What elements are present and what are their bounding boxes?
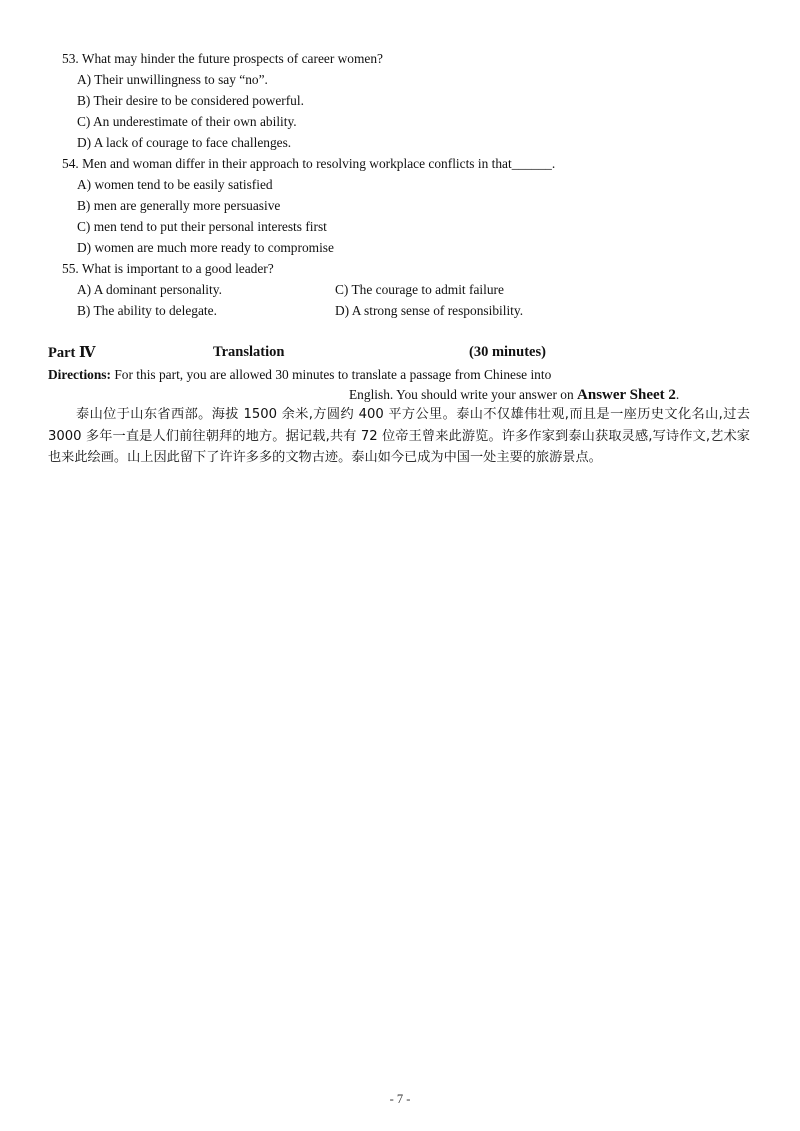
question-53-option-b: B) Their desire to be considered powerful. — [77, 93, 304, 108]
part-time: (30 minutes) — [469, 344, 546, 360]
question-55-stem: 55. What is important to a good leader? — [62, 261, 274, 276]
question-54-option-b: B) men are generally more persuasive — [77, 198, 281, 213]
answer-sheet-label: Answer Sheet 2 — [577, 387, 676, 403]
question-55-option-c: C) The courage to admit failure — [335, 282, 504, 297]
question-55-option-a: A) A dominant personality. — [77, 282, 222, 297]
directions-text-1: For this part, you are allowed 30 minutes to translate a passage from Chinese into — [110, 367, 552, 382]
question-55-option-b: B) The ability to delegate. — [77, 303, 217, 318]
question-54-stem: 54. Men and woman differ in their approach to resolving workplace conflicts in that______. — [62, 156, 556, 171]
part-heading — [48, 344, 608, 364]
part-number: Part Ⅳ — [48, 345, 96, 361]
directions-line-2 — [349, 386, 679, 404]
translation-passage: 泰山位于山东省西部。海拔 1500 余米,方圆约 400 平方公里。泰山不仅雄伟壮观,而且是一座历史文化名山,过去 3000 多年一直是人们前往朝拜的地方。据记载,共有 72 位帝王曾来此游览。许多作家到泰山获取灵感,写诗作文,艺术家也来此绘画。山上因此留下了许许多多的文物古迹。泰山如今已成为中国一处主要的旅游景点。 — [48, 407, 750, 465]
page-number: - 7 - — [389, 1092, 411, 1106]
question-53-option-a: A) Their unwillingness to say “no”. — [77, 72, 268, 87]
directions-end: . — [675, 387, 680, 402]
directions-line-1 — [48, 366, 551, 383]
directions-label: Directions: — [48, 367, 111, 382]
question-53-option-d: D) A lack of courage to face challenges. — [77, 135, 292, 150]
directions-text-2: English. You should write your answer on — [349, 387, 578, 402]
question-53-option-c: C) An underestimate of their own ability. — [77, 114, 297, 129]
question-54-option-d: D) women are much more ready to compromise — [77, 240, 334, 255]
question-54-option-c: C) men tend to put their personal interests first — [77, 219, 327, 234]
question-54-option-a: A) women tend to be easily satisfied — [77, 177, 273, 192]
question-55-option-d: D) A strong sense of responsibility. — [335, 303, 524, 318]
part-title: Translation — [213, 344, 285, 360]
question-53-stem: 53. What may hinder the future prospects of career women? — [62, 51, 384, 66]
